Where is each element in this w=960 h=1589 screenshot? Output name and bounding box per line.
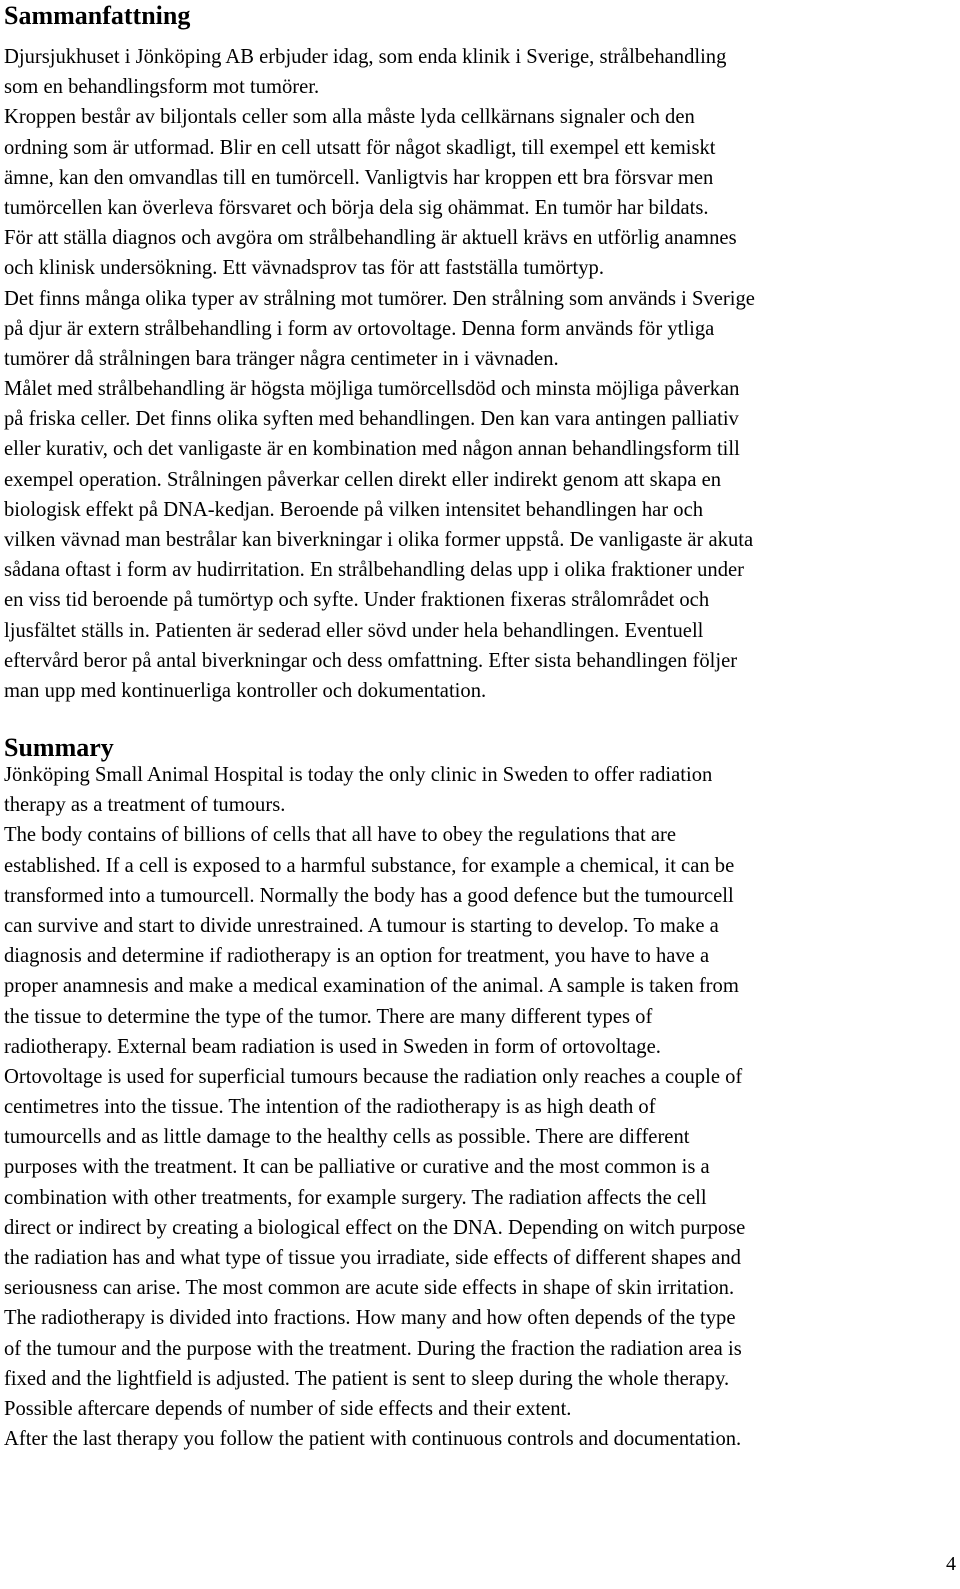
- text-line: För att ställa diagnos och avgöra om strålbehandling är aktuell krävs en utförlig anamnes: [4, 227, 737, 250]
- text-line: The radiotherapy is divided into fractions. How many and how often depends of the type: [4, 1307, 736, 1330]
- text-line: Ortovoltage is used for superficial tumours because the radiation only reaches a couple of: [4, 1065, 743, 1088]
- text-line: radiotherapy. External beam radiation is used in Sweden in form of ortovoltage.: [4, 1035, 661, 1058]
- text-line: på djur är extern strålbehandling i form av ortovoltage. Denna form används för ytliga: [4, 317, 715, 340]
- text-line: Målet med strålbehandling är högsta möjliga tumörcellsdöd och minsta möjliga påverkan: [4, 378, 740, 401]
- text-line: diagnosis and determine if radiotherapy is an option for treatment, you have to have a: [4, 945, 710, 968]
- text-line: proper anamnesis and make a medical examination of the animal. A sample is taken from: [4, 975, 739, 998]
- text-line: of the tumour and the purpose with the treatment. During the fraction the radiation area is: [4, 1337, 742, 1360]
- text-line: the tissue to determine the type of the tumor. There are many different types of: [4, 1005, 653, 1028]
- text-line: ämne, kan den omvandlas till en tumörcell. Vanligtvis har kroppen ett bra försvar men: [4, 166, 714, 189]
- text-line: therapy as a treatment of tumours.: [4, 794, 286, 817]
- text-line: Djursjukhuset i Jönköping AB erbjuder idag, som enda klinik i Sverige, strålbehandling: [4, 46, 727, 68]
- text-line: ordning som är utformad. Blir en cell utsatt för något skadligt, till exempel ett kemiskt: [4, 136, 716, 159]
- text-line: biologisk effekt på DNA-kedjan. Beroende på vilken intensitet behandlingen har och: [4, 498, 704, 521]
- text-line: på friska celler. Det finns olika syften med behandlingen. Den kan vara antingen palliativ: [4, 408, 739, 431]
- text-line: fixed and the lightfield is adjusted. The patient is sent to sleep during the whole therapy.: [4, 1367, 730, 1390]
- text-line: established. If a cell is exposed to a harmful substance, for example a chemical, it can be: [4, 854, 735, 877]
- text-line: sådana oftast i form av hudirritation. En strålbehandling delas upp i olika fraktioner under: [4, 559, 745, 582]
- text-line: After the last therapy you follow the patient with continuous controls and documentation.: [4, 1428, 742, 1451]
- text-line: tumörcellen kan överleva försvaret och börja dela sig ohämmat. En tumör har bildats.: [4, 196, 709, 219]
- text-line: seriousness can arise. The most common are acute side effects in shape of skin irritation.: [4, 1277, 735, 1300]
- english-summary-text: [4, 760, 745, 1454]
- text-line: can survive and start to divide unrestrained. A tumour is starting to develop. To make a: [4, 914, 719, 937]
- text-line: Kroppen består av biljontals celler som alla måste lyda cellkärnans signaler och den: [4, 106, 695, 129]
- swedish-summary-text: [4, 42, 755, 706]
- text-line: transformed into a tumourcell. Normally the body has a good defence but the tumourcell: [4, 884, 734, 907]
- text-line: och klinisk undersökning. Ett vävnadsprov tas för att fastställa tumörtyp.: [4, 257, 604, 280]
- text-line: exempel operation. Strålningen påverkar cellen direkt eller indirekt genom att skapa en: [4, 468, 722, 491]
- text-line: tumörer då strålningen bara tränger några centimeter in i vävnaden.: [4, 347, 559, 370]
- text-line: Jönköping Small Animal Hospital is today the only clinic in Sweden to offer radiation: [4, 764, 713, 786]
- text-line: som en behandlingsform mot tumörer.: [4, 76, 320, 99]
- text-line: en viss tid beroende på tumörtyp och syfte. Under fraktionen fixeras strålområdet och: [4, 589, 710, 612]
- text-line: purposes with the treatment. It can be palliative or curative and the most common is a: [4, 1156, 710, 1179]
- text-line: the radiation has and what type of tissue you irradiate, side effects of different shapes and: [4, 1247, 741, 1269]
- text-line: combination with other treatments, for example surgery. The radiation affects the cell: [4, 1186, 707, 1209]
- text-line: vilken vävnad man bestrålar kan biverkningar i olika former uppstå. De vanligaste är akuta: [4, 529, 754, 551]
- text-line: tumourcells and as little damage to the healthy cells as possible. There are different: [4, 1126, 690, 1149]
- text-line: Possible aftercare depends of number of side effects and their extent.: [4, 1397, 572, 1420]
- english-summary-heading: Summary: [4, 733, 114, 762]
- swedish-summary-heading: Sammanfattning: [4, 1, 191, 30]
- text-line: centimetres into the tissue. The intention of the radiotherapy is as high death of: [4, 1096, 656, 1119]
- text-line: The body contains of billions of cells that all have to obey the regulations that are: [4, 824, 676, 847]
- text-line: man upp med kontinuerliga kontroller och dokumentation.: [4, 679, 487, 702]
- text-line: Det finns många olika typer av strålning mot tumörer. Den strålning som används i Sverige: [4, 287, 755, 310]
- text-line: eftervård beror på antal biverkningar och dess omfattning. Efter sista behandlingen följer: [4, 649, 738, 672]
- text-line: ljusfältet ställs in. Patienten är sederad eller sövd under hela behandlingen. Eventuell: [4, 619, 704, 642]
- page-number: 4: [946, 1553, 956, 1575]
- text-line: direct or indirect by creating a biological effect on the DNA. Depending on witch purpose: [4, 1216, 746, 1239]
- text-line: eller kurativ, och det vanligaste är en kombination med någon annan behandlingsform till: [4, 438, 740, 461]
